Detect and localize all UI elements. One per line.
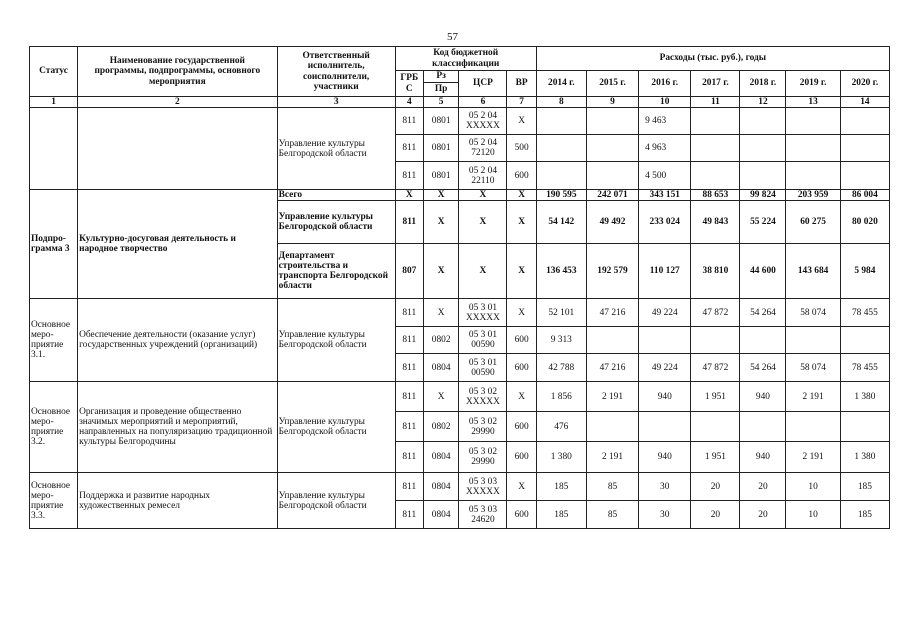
csr-cell: 05 2 04 22110 — [459, 162, 507, 190]
col-number: 7 — [507, 97, 536, 108]
vr-cell: X — [507, 473, 536, 501]
table-row — [30, 190, 890, 201]
column-numbers-row — [30, 97, 890, 108]
header-status: Статус — [30, 47, 78, 97]
status-cell: Основное меро- приятие 3.1. — [30, 299, 78, 382]
rz-cell: 0804 — [423, 354, 459, 382]
value-cell — [786, 327, 840, 354]
grbs-cell: 811 — [395, 473, 423, 501]
vr-cell: X — [507, 382, 536, 412]
col-number: 3 — [277, 97, 395, 108]
value-cell: 99 824 — [740, 190, 786, 201]
value-cell: 1 951 — [691, 382, 740, 412]
value-cell: 30 — [639, 501, 691, 529]
col-number: 1 — [30, 97, 78, 108]
rz-cell: 0801 — [423, 135, 459, 162]
header-grbs: ГРБ С — [395, 71, 423, 97]
header-rz: Рз — [423, 71, 459, 83]
vr-cell: X — [507, 244, 536, 299]
csr-cell: 05 3 02 29990 — [459, 412, 507, 442]
col-number: 9 — [586, 97, 638, 108]
value-cell: 9 313 — [536, 327, 586, 354]
table-row — [30, 473, 890, 501]
csr-cell: 05 3 01 XXXXX — [459, 299, 507, 327]
header-csr: ЦСР — [459, 71, 507, 97]
value-cell — [786, 412, 840, 442]
col-number: 4 — [395, 97, 423, 108]
name-cell-empty — [78, 108, 278, 190]
header-year: 2020 г. — [840, 71, 889, 97]
value-cell: 185 — [840, 501, 889, 529]
rz-cell: 0804 — [423, 442, 459, 473]
value-cell: 9 463 — [639, 108, 691, 135]
value-cell — [740, 135, 786, 162]
col-number: 14 — [840, 97, 889, 108]
value-cell — [740, 162, 786, 190]
value-cell: 940 — [639, 442, 691, 473]
csr-cell: X — [459, 244, 507, 299]
value-cell: 85 — [586, 501, 638, 529]
status-cell: Основное меро- приятие 3.3. — [30, 473, 78, 529]
value-cell: 110 127 — [639, 244, 691, 299]
csr-cell: 05 3 02 XXXXX — [459, 382, 507, 412]
col-number: 10 — [639, 97, 691, 108]
rz-cell: 0801 — [423, 162, 459, 190]
csr-cell: 05 3 03 XXXXX — [459, 473, 507, 501]
value-cell: 2 191 — [786, 442, 840, 473]
value-cell: 1 380 — [840, 382, 889, 412]
rz-cell: 0801 — [423, 108, 459, 135]
name-cell: Организация и проведение общественно значимых мероприятий и мероприятий, направленных на популяризацию традиционной культуры Белгородчины — [78, 382, 278, 473]
value-cell: 44 600 — [740, 244, 786, 299]
budget-table — [29, 46, 890, 529]
value-cell — [740, 327, 786, 354]
table-row — [30, 108, 890, 135]
name-cell: Поддержка и развитие народных художественных ремесел — [78, 473, 278, 529]
value-cell: 49 492 — [586, 201, 638, 244]
header-budget-code: Код бюджетной классификации — [395, 47, 536, 71]
header-expenses: Расходы (тыс. руб.), годы — [536, 47, 889, 71]
value-cell: 47 216 — [586, 354, 638, 382]
value-cell — [840, 327, 889, 354]
value-cell — [740, 412, 786, 442]
grbs-cell: 811 — [395, 201, 423, 244]
responsible-cell: Управление культуры Белгородской области — [277, 299, 395, 382]
status-cell: Подпро- грамма 3 — [30, 190, 78, 299]
value-cell: 49 843 — [691, 201, 740, 244]
rz-cell: X — [423, 382, 459, 412]
grbs-cell: 811 — [395, 412, 423, 442]
rz-cell: X — [423, 201, 459, 244]
vr-cell: 600 — [507, 354, 536, 382]
csr-cell: 05 2 04 72120 — [459, 135, 507, 162]
value-cell: 192 579 — [586, 244, 638, 299]
grbs-cell: 811 — [395, 327, 423, 354]
value-cell — [786, 135, 840, 162]
grbs-cell: 811 — [395, 135, 423, 162]
col-number: 5 — [423, 97, 459, 108]
header-responsible: Ответственный исполнитель, соисполнители, участники — [277, 47, 395, 97]
value-cell — [786, 108, 840, 135]
value-cell: 1 951 — [691, 442, 740, 473]
value-cell: 30 — [639, 473, 691, 501]
vr-cell: X — [507, 108, 536, 135]
vr-cell: X — [507, 299, 536, 327]
value-cell — [691, 162, 740, 190]
value-cell — [536, 135, 586, 162]
col-number: 13 — [786, 97, 840, 108]
value-cell — [840, 162, 889, 190]
grbs-cell: 811 — [395, 382, 423, 412]
value-cell: 55 224 — [740, 201, 786, 244]
name-cell: Обеспечение деятельности (оказание услуг) государственных учреждений (организаций) — [78, 299, 278, 382]
value-cell: 78 455 — [840, 299, 889, 327]
value-cell: 54 264 — [740, 354, 786, 382]
grbs-cell: 811 — [395, 108, 423, 135]
value-cell: 60 275 — [786, 201, 840, 244]
value-cell: 185 — [536, 473, 586, 501]
header-vr: ВР — [507, 71, 536, 97]
value-cell: 4 500 — [639, 162, 691, 190]
value-cell: 20 — [691, 501, 740, 529]
value-cell: 20 — [740, 473, 786, 501]
rz-cell: 0802 — [423, 412, 459, 442]
value-cell: 47 872 — [691, 299, 740, 327]
value-cell: 940 — [740, 442, 786, 473]
col-number: 8 — [536, 97, 586, 108]
grbs-cell: X — [395, 190, 423, 201]
value-cell — [691, 108, 740, 135]
col-number: 12 — [740, 97, 786, 108]
rz-cell: X — [423, 190, 459, 201]
header-year: 2017 г. — [691, 71, 740, 97]
vr-cell: 600 — [507, 162, 536, 190]
col-number: 6 — [459, 97, 507, 108]
value-cell: 190 595 — [536, 190, 586, 201]
header-year: 2014 г. — [536, 71, 586, 97]
grbs-cell: 811 — [395, 442, 423, 473]
value-cell: 4 963 — [639, 135, 691, 162]
value-cell: 47 216 — [586, 299, 638, 327]
value-cell — [691, 412, 740, 442]
value-cell — [639, 327, 691, 354]
value-cell: 2 191 — [786, 382, 840, 412]
rz-cell: 0804 — [423, 501, 459, 529]
table-row — [30, 382, 890, 412]
responsible-cell: Управление культуры Белгородской области — [277, 108, 395, 190]
value-cell: 10 — [786, 501, 840, 529]
header-year: 2019 г. — [786, 71, 840, 97]
rz-cell: X — [423, 299, 459, 327]
grbs-cell: 811 — [395, 162, 423, 190]
value-cell: 2 191 — [586, 382, 638, 412]
vr-cell: 600 — [507, 327, 536, 354]
value-cell: 86 004 — [840, 190, 889, 201]
vr-cell: X — [507, 201, 536, 244]
responsible-cell: Управление культуры Белгородской области — [277, 201, 395, 244]
value-cell: 54 264 — [740, 299, 786, 327]
status-cell-empty — [30, 108, 78, 190]
csr-cell: X — [459, 201, 507, 244]
value-cell: 143 684 — [786, 244, 840, 299]
vr-cell: 600 — [507, 412, 536, 442]
status-cell: Основное меро- приятие 3.2. — [30, 382, 78, 473]
rz-cell: X — [423, 244, 459, 299]
value-cell — [586, 327, 638, 354]
value-cell: 940 — [740, 382, 786, 412]
rz-cell: 0802 — [423, 327, 459, 354]
value-cell — [840, 135, 889, 162]
value-cell: 185 — [536, 501, 586, 529]
header-year: 2015 г. — [586, 71, 638, 97]
value-cell — [740, 108, 786, 135]
value-cell — [691, 135, 740, 162]
vr-cell: X — [507, 190, 536, 201]
value-cell: 2 191 — [586, 442, 638, 473]
header-row-1 — [30, 47, 890, 71]
csr-cell: 05 3 01 00590 — [459, 354, 507, 382]
vr-cell: 500 — [507, 135, 536, 162]
value-cell: 242 071 — [586, 190, 638, 201]
value-cell: 54 142 — [536, 201, 586, 244]
value-cell — [586, 108, 638, 135]
value-cell — [586, 162, 638, 190]
csr-cell: X — [459, 190, 507, 201]
value-cell: 85 — [586, 473, 638, 501]
value-cell — [691, 327, 740, 354]
value-cell: 5 984 — [840, 244, 889, 299]
value-cell: 185 — [840, 473, 889, 501]
responsible-cell: Департамент строительства и транспорта Белгородской области — [277, 244, 395, 299]
value-cell — [840, 108, 889, 135]
responsible-cell: Всего — [277, 190, 395, 201]
responsible-cell: Управление культуры Белгородской области — [277, 473, 395, 529]
value-cell: 38 810 — [691, 244, 740, 299]
value-cell: 52 101 — [536, 299, 586, 327]
value-cell: 20 — [740, 501, 786, 529]
col-number: 11 — [691, 97, 740, 108]
value-cell: 343 151 — [639, 190, 691, 201]
value-cell: 58 074 — [786, 354, 840, 382]
value-cell: 476 — [536, 412, 586, 442]
csr-cell: 05 3 01 00590 — [459, 327, 507, 354]
vr-cell: 600 — [507, 501, 536, 529]
value-cell: 136 453 — [536, 244, 586, 299]
col-number: 2 — [78, 97, 278, 108]
value-cell: 233 024 — [639, 201, 691, 244]
value-cell: 10 — [786, 473, 840, 501]
header-year: 2018 г. — [740, 71, 786, 97]
value-cell — [586, 135, 638, 162]
value-cell: 58 074 — [786, 299, 840, 327]
header-name: Наименование государственной программы, подпрограммы, основного мероприятия — [78, 47, 278, 97]
value-cell: 49 224 — [639, 354, 691, 382]
value-cell: 20 — [691, 473, 740, 501]
value-cell: 1 856 — [536, 382, 586, 412]
grbs-cell: 811 — [395, 501, 423, 529]
csr-cell: 05 2 04 XXXXX — [459, 108, 507, 135]
value-cell — [639, 412, 691, 442]
value-cell: 80 020 — [840, 201, 889, 244]
value-cell: 49 224 — [639, 299, 691, 327]
value-cell — [586, 412, 638, 442]
value-cell: 203 959 — [786, 190, 840, 201]
grbs-cell: 807 — [395, 244, 423, 299]
value-cell: 88 653 — [691, 190, 740, 201]
value-cell: 47 872 — [691, 354, 740, 382]
grbs-cell: 811 — [395, 299, 423, 327]
vr-cell: 600 — [507, 442, 536, 473]
rz-cell: 0804 — [423, 473, 459, 501]
value-cell: 78 455 — [840, 354, 889, 382]
page-number: 57 — [447, 31, 458, 43]
value-cell — [536, 108, 586, 135]
value-cell — [840, 412, 889, 442]
value-cell — [786, 162, 840, 190]
value-cell: 1 380 — [536, 442, 586, 473]
value-cell — [536, 162, 586, 190]
responsible-cell: Управление культуры Белгородской области — [277, 382, 395, 473]
value-cell: 42 788 — [536, 354, 586, 382]
value-cell: 1 380 — [840, 442, 889, 473]
name-cell: Культурно-досуговая деятельность и народное творчество — [78, 190, 278, 299]
table-row — [30, 299, 890, 327]
grbs-cell: 811 — [395, 354, 423, 382]
csr-cell: 05 3 02 29990 — [459, 442, 507, 473]
header-pr: Пр — [423, 83, 459, 97]
value-cell: 940 — [639, 382, 691, 412]
header-year: 2016 г. — [639, 71, 691, 97]
csr-cell: 05 3 03 24620 — [459, 501, 507, 529]
